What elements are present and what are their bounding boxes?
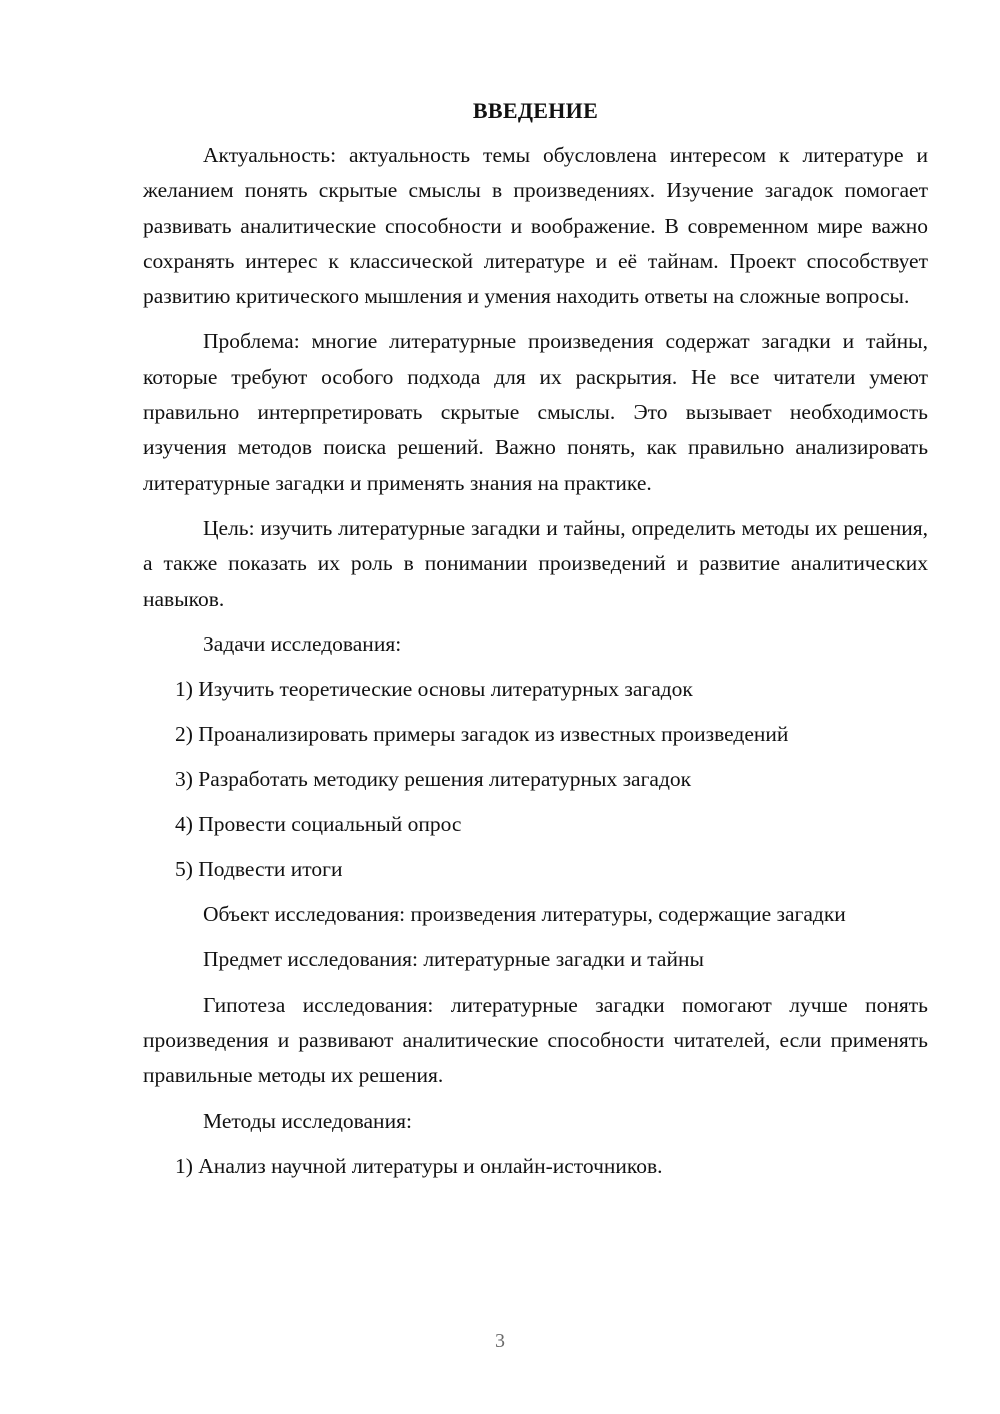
goal-paragraph: Цель: изучить литературные загадки и тайны, определить методы их решения, а также показать их роль в понимании произведений и развитие аналитических навыков. xyxy=(143,515,928,611)
hypothesis-paragraph: Гипотеза исследования: литературные загадки помогают лучше понять произведения и развивают аналитические способности читателей, если применять правильные методы их решения. xyxy=(143,992,928,1088)
task-item: 5) Подвести итоги xyxy=(175,857,343,882)
section-title: ВВЕДЕНИЕ xyxy=(472,98,599,123)
task-item: 4) Провести социальный опрос xyxy=(175,812,462,837)
problem-paragraph: Проблема: многие литературные произведения содержат загадки и тайны, которые требуют особого подхода для их раскрытия. Не все читатели умеют правильно интерпретировать скрытые смыслы. Это вызывает необходимость изучения методов поиска решений. Важно понять, как правильно анализировать литературные загадки и применять знания на практике. xyxy=(143,329,928,495)
task-item: 3) Разработать методику решения литературных загадок xyxy=(175,767,692,792)
object-paragraph: Объект исследования: произведения литературы, содержащие загадки xyxy=(203,902,846,927)
task-item: 2) Проанализировать примеры загадок из известных произведений xyxy=(175,722,789,747)
task-item: 1) Изучить теоретические основы литературных загадок xyxy=(175,677,693,702)
tasks-heading: Задачи исследования: xyxy=(203,631,402,656)
subject-paragraph: Предмет исследования: литературные загадки и тайны xyxy=(203,947,704,972)
document-body xyxy=(143,96,928,1194)
relevance-paragraph: Актуальность: актуальность темы обусловлена интересом к литературе и желанием понять скрытые смыслы в произведениях. Изучение загадок помогает развивать аналитические способности и воображение. В современном мире важно сохранять интерес к классической литературе и её тайнам. Проект способствует развитию критического мышления и умения находить ответы на сложные вопросы. xyxy=(143,143,928,309)
method-item: 1) Анализ научной литературы и онлайн-источников. xyxy=(175,1153,663,1178)
methods-heading: Методы исследования: xyxy=(203,1108,412,1133)
page-number: 3 xyxy=(495,1330,505,1352)
